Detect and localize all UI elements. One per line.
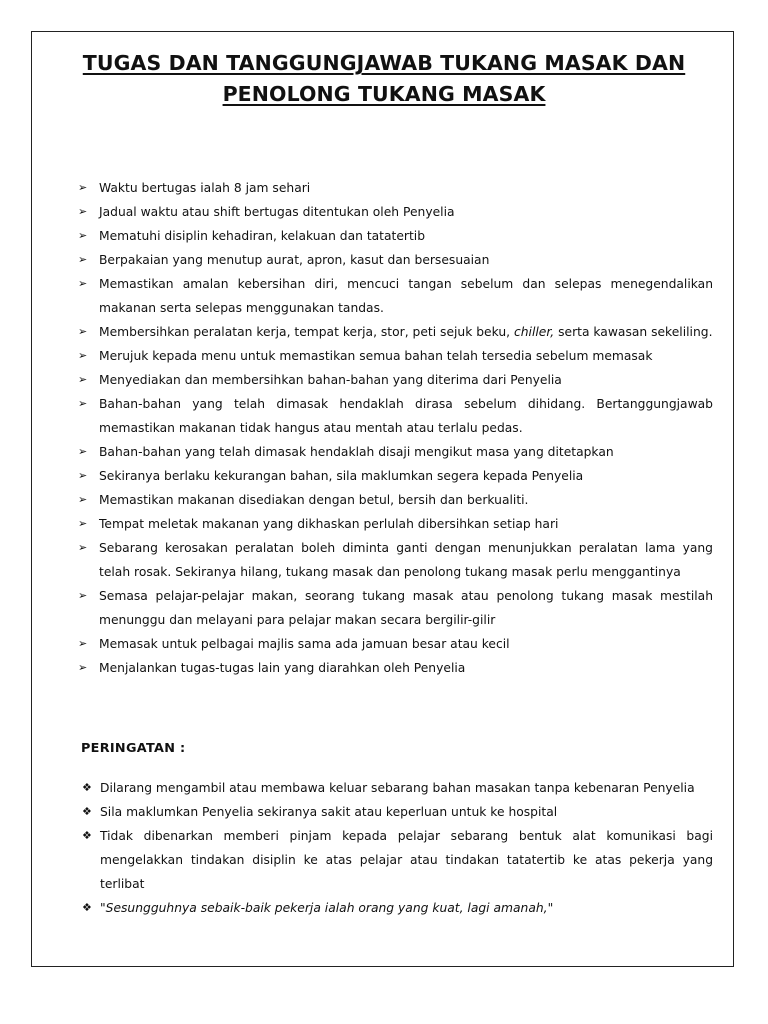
arrow-bullet-icon: ➢ <box>78 181 88 194</box>
list-item: ➢ Menjalankan tugas-tugas lain yang diarahkan oleh Penyelia <box>78 656 713 680</box>
arrow-bullet-icon: ➢ <box>78 229 88 242</box>
quote-item <box>82 896 713 920</box>
arrow-bullet-icon: ➢ <box>78 205 88 218</box>
list-item: ➢ Tempat meletak makanan yang dikhaskan perlulah dibersihkan setiap hari <box>78 512 713 536</box>
closing-quote: "Sesungguhnya sebaik-baik pekerja ialah orang yang kuat, lagi amanah," <box>100 901 554 915</box>
arrow-bullet-icon: ➢ <box>78 541 88 554</box>
list-item: ➢ Jadual waktu atau shift bertugas ditentukan oleh Penyelia <box>78 200 713 224</box>
warning-heading: PERINGATAN : <box>81 741 186 756</box>
arrow-bullet-icon: ➢ <box>78 253 88 266</box>
diamond-bullet-icon: ❖ <box>82 805 92 818</box>
list-item: ➢ Mematuhi disiplin kehadiran, kelakuan dan tatatertib <box>78 224 713 248</box>
arrow-bullet-icon: ➢ <box>78 373 88 386</box>
page-title <box>0 48 768 110</box>
list-item: ➢ Merujuk kepada menu untuk memastikan semua bahan telah tersedia sebelum memasak <box>78 344 713 368</box>
list-item: ➢ Membersihkan peralatan kerja, tempat kerja, stor, peti sejuk beku, chiller, serta kawasan sekeliling. <box>78 320 713 344</box>
list-item: ➢ Semasa pelajar-pelajar makan, seorang tukang masak atau penolong tukang masak mestilah menunggu dan melayani para pelajar makan secara bergilir-gilir <box>78 584 713 632</box>
arrow-bullet-icon: ➢ <box>78 349 88 362</box>
list-item: ➢ Sekiranya berlaku kekurangan bahan, sila maklumkan segera kepada Penyelia <box>78 464 713 488</box>
arrow-bullet-icon: ➢ <box>78 325 88 338</box>
title-line-1: TUGAS DAN TANGGUNGJAWAB TUKANG MASAK DAN <box>82 51 686 75</box>
arrow-bullet-icon: ➢ <box>78 637 88 650</box>
warnings-list <box>82 776 713 920</box>
diamond-bullet-icon: ❖ <box>82 781 92 794</box>
list-item: ➢ Bahan-bahan yang telah dimasak hendaklah disaji mengikut masa yang ditetapkan <box>78 440 713 464</box>
list-item: ➢ Memastikan makanan disediakan dengan betul, bersih dan berkualiti. <box>78 488 713 512</box>
list-item: ❖ Dilarang mengambil atau membawa keluar sebarang bahan masakan tanpa kebenaran Penyelia <box>82 776 713 800</box>
arrow-bullet-icon: ➢ <box>78 517 88 530</box>
arrow-bullet-icon: ➢ <box>78 661 88 674</box>
list-item: ➢ Berpakaian yang menutup aurat, apron, kasut dan bersesuaian <box>78 248 713 272</box>
list-item: ❖ Sila maklumkan Penyelia sekiranya sakit atau keperluan untuk ke hospital <box>82 800 713 824</box>
list-item: ➢ Memasak untuk pelbagai majlis sama ada jamuan besar atau kecil <box>78 632 713 656</box>
list-item: ❖ Tidak dibenarkan memberi pinjam kepada pelajar sebarang bentuk alat komunikasi bagi mengelakkan tindakan disiplin ke atas pelajar atau tindakan tatatertib ke atas pekerja yang terlibat <box>82 824 713 896</box>
italic-term: chiller, <box>513 325 555 339</box>
arrow-bullet-icon: ➢ <box>78 397 88 410</box>
list-item: ➢ Waktu bertugas ialah 8 jam sehari <box>78 176 713 200</box>
list-item: ➢ Memastikan amalan kebersihan diri, mencuci tangan sebelum dan selepas menegendalikan makanan serta selepas menggunakan tandas. <box>78 272 713 320</box>
title-line-2: PENOLONG TUKANG MASAK <box>222 82 546 106</box>
arrow-bullet-icon: ➢ <box>78 277 88 290</box>
arrow-bullet-icon: ➢ <box>78 589 88 602</box>
duties-list <box>78 176 713 680</box>
arrow-bullet-icon: ➢ <box>78 493 88 506</box>
list-item: ➢ Bahan-bahan yang telah dimasak hendaklah dirasa sebelum dihidang. Bertanggungjawab memastikan makanan tidak hangus atau mentah atau terlalu pedas. <box>78 392 713 440</box>
list-item: ➢ Menyediakan dan membersihkan bahan-bahan yang diterima dari Penyelia <box>78 368 713 392</box>
arrow-bullet-icon: ➢ <box>78 469 88 482</box>
diamond-bullet-icon: ❖ <box>82 829 92 842</box>
arrow-bullet-icon: ➢ <box>78 445 88 458</box>
list-item: ➢ Sebarang kerosakan peralatan boleh diminta ganti dengan menunjukkan peralatan lama yang telah rosak. Sekiranya hilang, tukang masak dan penolong tukang masak perlu menggantinya <box>78 536 713 584</box>
diamond-bullet-icon: ❖ <box>82 901 92 914</box>
